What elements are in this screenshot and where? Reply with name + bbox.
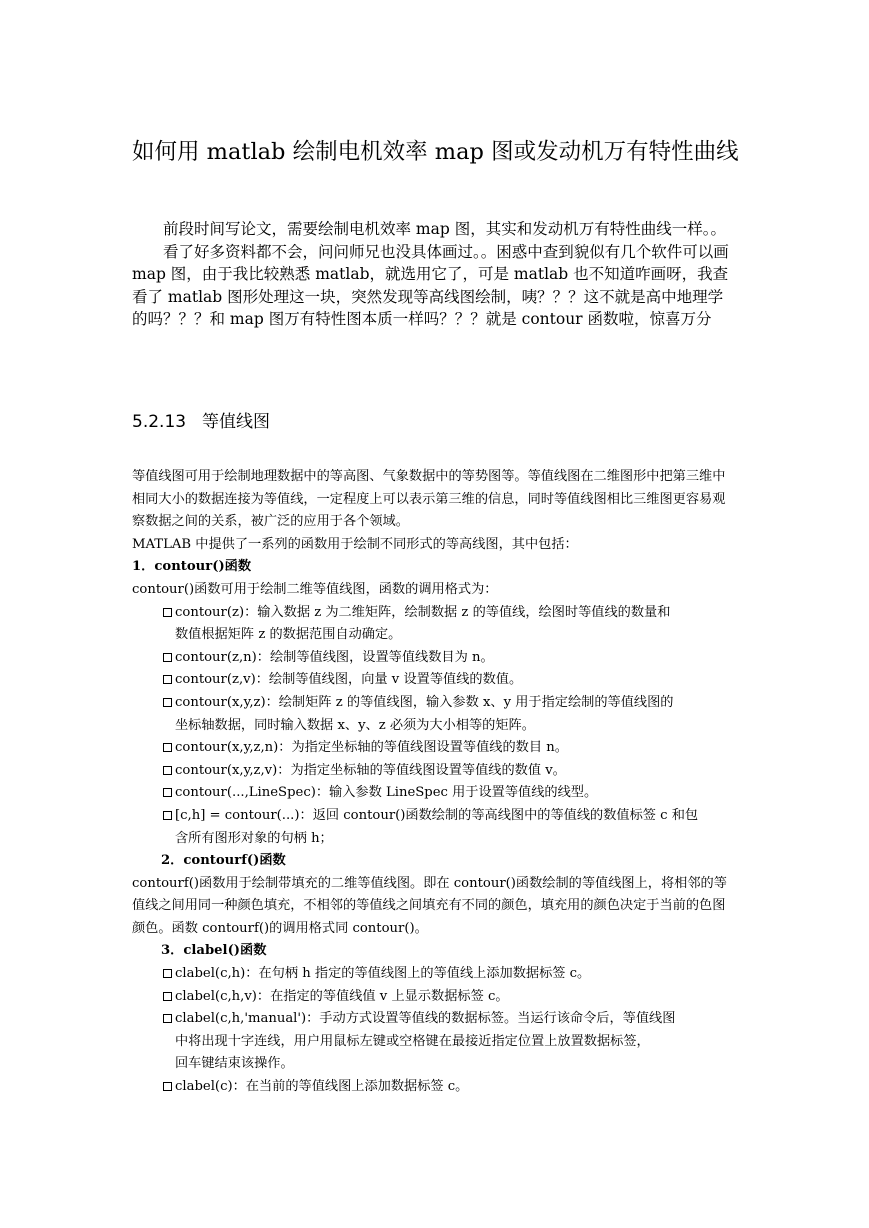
subsection-1-desc: contour()函数可用于绘制二维等值线图，函数的调用格式为： bbox=[132, 581, 498, 597]
page-title: 如何用 matlab 绘制电机效率 map 图或发动机万有特性曲线 bbox=[132, 139, 739, 165]
list-item: [c,h] = contour(...)：返回 contour()函数绘制的等高线图中的等值线的数值标签 c 和包 含所有图形对象的句柄 h； bbox=[132, 805, 738, 850]
intro-paragraph-2: 看了好多资料都不会，问问师兄也没具体画过。。困惑中查到貌似有几个软件可以画 map 图，由于我比较熟悉 matlab，就选用它了，可是 matlab 也不知道咋画呀，我查看了 matlab 图形处理这一块，突然发现等高线图绘制，咦？？？这不就是高中地理学的吗？？？和 map 图万有特性图本质一样吗？？？就是 contour 函数啦，惊喜万分 bbox=[132, 242, 729, 328]
section-heading bbox=[132, 410, 270, 434]
checkbox-bullet-icon bbox=[163, 608, 172, 617]
subsection-3-title: 3．clabel()函数 bbox=[161, 943, 267, 959]
checkbox-bullet-icon bbox=[163, 969, 172, 978]
contour-syntax-list bbox=[132, 602, 738, 851]
checkbox-bullet-icon bbox=[163, 992, 172, 1001]
intro-section bbox=[132, 218, 738, 331]
subsection-1-title: 1．contour()函数 bbox=[132, 559, 252, 575]
list-item: contour(...,LineSpec)：输入参数 LineSpec 用于设置等值线的线型。 bbox=[132, 782, 738, 805]
list-item: contour(x,y,z,v)：为指定坐标轴的等值线图设置等值线的数值 v。 bbox=[132, 760, 738, 783]
list-item: contour(z,v)：绘制等值线图，向量 v 设置等值线的数值。 bbox=[132, 669, 738, 692]
checkbox-bullet-icon bbox=[163, 675, 172, 684]
list-item: contour(x,y,z,n)：为指定坐标轴的等值线图设置等值线的数目 n。 bbox=[132, 737, 738, 760]
checkbox-bullet-icon bbox=[163, 766, 172, 775]
checkbox-bullet-icon bbox=[163, 1014, 172, 1023]
section-number: 5.2.13 bbox=[132, 412, 187, 432]
subsection-2-title: 2．contourf()函数 bbox=[161, 853, 286, 869]
checkbox-bullet-icon bbox=[163, 1082, 172, 1091]
list-item: contour(z)：输入数据 z 为二维矩阵，绘制数据 z 的等值线，绘图时等值线的数量和 数值根据矩阵 z 的数据范围自动确定。 bbox=[132, 602, 738, 647]
intro-paragraph-1: 前段时间写论文，需要绘制电机效率 map 图，其实和发动机万有特性曲线一样。。 bbox=[163, 220, 726, 238]
section-body bbox=[132, 466, 738, 1099]
list-item: clabel(c,h,v)：在指定的等值线值 v 上显示数据标签 c。 bbox=[132, 986, 738, 1009]
list-item: contour(x,y,z)：绘制矩阵 z 的等值线图，输入参数 x、y 用于指定绘制的等值线图的 坐标轴数据，同时输入数据 x、y、z 必须为大小相等的矩阵。 bbox=[132, 692, 738, 737]
checkbox-bullet-icon bbox=[163, 811, 172, 820]
checkbox-bullet-icon bbox=[163, 743, 172, 752]
checkbox-bullet-icon bbox=[163, 788, 172, 797]
section-title: 等值线图 bbox=[202, 412, 270, 432]
checkbox-bullet-icon bbox=[163, 698, 172, 707]
list-item: clabel(c,h)：在句柄 h 指定的等值线图上的等值线上添加数据标签 c。 bbox=[132, 963, 738, 986]
subsection-2-desc: contourf()函数用于绘制带填充的二维等值线图。即在 contour()函数绘制的等值线图上，将相邻的等值线之间用同一种颜色填充，不相邻的等值线之间填充有不同的颜色，填充用的颜色决定于当前的色图颜色。函数 contourf()的调用格式同 contour()。 bbox=[132, 875, 727, 936]
body-paragraph-2: MATLAB 中提供了一系列的函数用于绘制不同形式的等高线图，其中包括： bbox=[132, 536, 578, 552]
list-item: contour(z,n)：绘制等值线图，设置等值线数目为 n。 bbox=[132, 647, 738, 670]
list-item: clabel(c,h,'manual')：手动方式设置等值线的数据标签。当运行该命令后，等值线图 中将出现十字连线，用户用鼠标左键或空格键在最接近指定位置上放置数据标签， 回车键结束该操作。 bbox=[132, 1008, 738, 1076]
body-paragraph-1: 等值线图可用于绘制地理数据中的等高图、气象数据中的等势图等。等值线图在二维图形中把第三维中相同大小的数据连接为等值线，一定程度上可以表示第三维的信息，同时等值线图相比三维图更容易观察数据之间的关系，被广泛的应用于各个领域。 bbox=[132, 469, 726, 530]
list-item: clabel(c)：在当前的等值线图上添加数据标签 c。 bbox=[132, 1076, 738, 1099]
checkbox-bullet-icon bbox=[163, 653, 172, 662]
clabel-syntax-list bbox=[132, 963, 738, 1099]
